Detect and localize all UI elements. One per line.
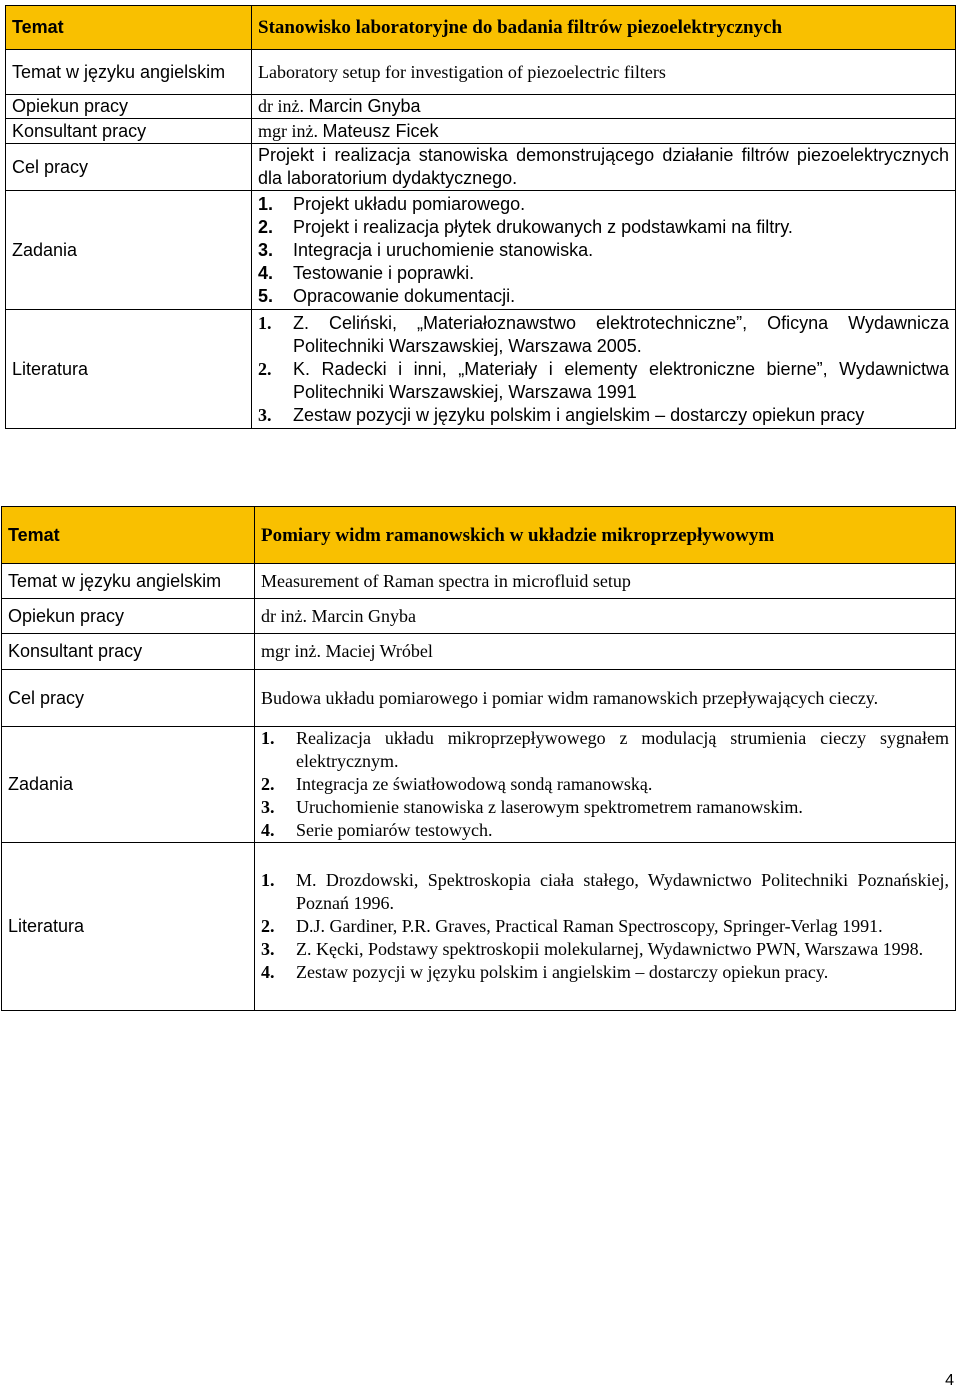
goal-row xyxy=(2,670,956,727)
tasks-label: Zadania xyxy=(6,191,252,310)
item-number: 2. xyxy=(258,216,274,237)
literature-row xyxy=(2,843,956,1011)
supervisor-name: Marcin Gnyba xyxy=(308,96,421,116)
item-text: Z. Kęcki, Podstawy spektroskopii molekularnej, Wydawnictwo PWN, Warszawa 1998. xyxy=(296,939,924,959)
item-number: 4. xyxy=(261,962,275,982)
item-number: 4. xyxy=(258,262,274,283)
list-item xyxy=(261,773,949,796)
list-item xyxy=(261,796,949,819)
thesis-card-2 xyxy=(1,506,956,1011)
topic-label: Temat xyxy=(2,507,255,564)
list-item xyxy=(258,358,949,404)
item-number: 2. xyxy=(258,358,272,379)
topic-en-label: Temat w języku angielskim xyxy=(6,50,252,95)
supervisor-value xyxy=(252,95,956,119)
list-item xyxy=(258,262,949,285)
item-number: 3. xyxy=(258,239,274,260)
item-text: Realizacja układu mikroprzepływowego z modulacją strumienia cieczy sygnałem elektrycznym. xyxy=(296,728,949,771)
literature-label: Literatura xyxy=(6,310,252,429)
list-item xyxy=(258,216,949,239)
topic-row xyxy=(2,507,956,564)
item-number: 3. xyxy=(258,404,272,425)
topic-en-value: Measurement of Raman spectra in microfluid setup xyxy=(255,564,956,599)
item-text: Testowanie i poprawki. xyxy=(293,262,475,283)
item-text: Zestaw pozycji w języku polskim i angielskim – dostarczy opiekun pracy xyxy=(293,404,865,425)
supervisor-label: Opiekun pracy xyxy=(2,599,255,634)
supervisor-name: Marcin Gnyba xyxy=(311,605,416,626)
item-number: 1. xyxy=(261,728,275,748)
item-number: 1. xyxy=(261,870,275,890)
list-item xyxy=(258,193,949,216)
item-number: 4. xyxy=(261,820,275,840)
tasks-row xyxy=(6,191,956,310)
item-number: 3. xyxy=(261,797,275,817)
consultant-label: Konsultant pracy xyxy=(6,119,252,144)
item-number: 3. xyxy=(261,939,275,959)
list-item xyxy=(261,819,949,842)
literature-value xyxy=(252,310,956,429)
list-item xyxy=(261,915,949,938)
item-text: Opracowanie dokumentacji. xyxy=(293,285,516,306)
tasks-list xyxy=(258,193,949,308)
consultant-label: Konsultant pracy xyxy=(2,634,255,670)
item-text: Projekt układu pomiarowego. xyxy=(293,193,526,214)
consultant-value xyxy=(255,634,956,670)
consultant-value xyxy=(252,119,956,144)
tasks-list xyxy=(261,727,949,842)
item-text: K. Radecki i inni, „Materiały i elementy elektroniczne bierne”, Wydawnictwa Politechniki Warszawskiej, Warszawa 1991 xyxy=(293,358,949,402)
item-number: 1. xyxy=(258,193,274,214)
consultant-title: mgr inż. xyxy=(258,120,318,141)
goal-value: Budowa układu pomiarowego i pomiar widm ramanowskich przepływających cieczy. xyxy=(255,670,956,727)
list-item xyxy=(261,869,949,915)
topic-en-row xyxy=(2,564,956,599)
consultant-title: mgr inż. xyxy=(261,641,321,661)
item-text: Integracja i uruchomienie stanowiska. xyxy=(293,239,594,260)
topic-en-label: Temat w języku angielskim xyxy=(2,564,255,599)
item-number: 5. xyxy=(258,285,274,306)
item-text: Z. Celiński, „Materiałoznawstwo elektrotechniczne”, Oficyna Wydawnicza Politechniki Warszawskiej, Warszawa 2005. xyxy=(293,312,949,356)
list-item xyxy=(258,312,949,358)
topic-row xyxy=(6,6,956,50)
topic-label: Temat xyxy=(6,6,252,50)
supervisor-value xyxy=(255,599,956,634)
item-text: D.J. Gardiner, P.R. Graves, Practical Raman Spectroscopy, Springer-Verlag 1991. xyxy=(296,916,883,936)
supervisor-row xyxy=(6,95,956,119)
tasks-label: Zadania xyxy=(2,727,255,843)
item-number: 2. xyxy=(261,916,275,936)
topic-en-row xyxy=(6,50,956,95)
literature-row xyxy=(6,310,956,429)
list-item xyxy=(258,404,949,427)
tasks-value xyxy=(255,727,956,843)
list-item xyxy=(258,285,949,308)
supervisor-row xyxy=(2,599,956,634)
literature-list xyxy=(258,312,949,427)
item-text: Zestaw pozycji w języku polskim i angielskim – dostarczy opiekun pracy. xyxy=(296,962,829,982)
tasks-value xyxy=(252,191,956,310)
list-item xyxy=(261,727,949,773)
literature-label: Literatura xyxy=(2,843,255,1011)
item-text: Uruchomienie stanowiska z laserowym spektrometrem ramanowskim. xyxy=(296,797,803,817)
topic-value: Pomiary widm ramanowskich w układzie mikroprzepływowym xyxy=(255,507,956,564)
item-text: M. Drozdowski, Spektroskopia ciała stałego, Wydawnictwo Politechniki Poznańskiej, Poznań 1996. xyxy=(296,870,949,913)
goal-row xyxy=(6,144,956,191)
item-text: Serie pomiarów testowych. xyxy=(296,820,493,840)
supervisor-title: dr inż. xyxy=(258,96,304,116)
goal-label: Cel pracy xyxy=(2,670,255,727)
item-text: Projekt i realizacja płytek drukowanych z podstawkami na filtry. xyxy=(293,216,793,237)
supervisor-label: Opiekun pracy xyxy=(6,95,252,119)
item-text: Integracja ze światłowodową sondą ramanowską. xyxy=(296,774,653,794)
literature-list xyxy=(261,869,949,984)
topic-value: Stanowisko laboratoryjne do badania filtrów piezoelektrycznych xyxy=(252,6,956,50)
consultant-name: Maciej Wróbel xyxy=(325,641,433,661)
list-item xyxy=(261,961,949,984)
list-item xyxy=(258,239,949,262)
tasks-row xyxy=(2,727,956,843)
supervisor-title: dr inż. xyxy=(261,605,307,626)
list-item xyxy=(261,938,949,961)
goal-value: Projekt i realizacja stanowiska demonstrującego działanie filtrów piezoelektrycznych dla laboratorium dydaktycznego. xyxy=(252,144,956,191)
consultant-row xyxy=(6,119,956,144)
item-number: 1. xyxy=(258,312,272,333)
page-number: 4 xyxy=(945,1372,954,1389)
item-number: 2. xyxy=(261,774,275,794)
topic-en-value: Laboratory setup for investigation of piezoelectric filters xyxy=(252,50,956,95)
literature-value xyxy=(255,843,956,1011)
consultant-name: Mateusz Ficek xyxy=(322,120,439,141)
goal-label: Cel pracy xyxy=(6,144,252,191)
consultant-row xyxy=(2,634,956,670)
thesis-card-1 xyxy=(5,5,956,429)
